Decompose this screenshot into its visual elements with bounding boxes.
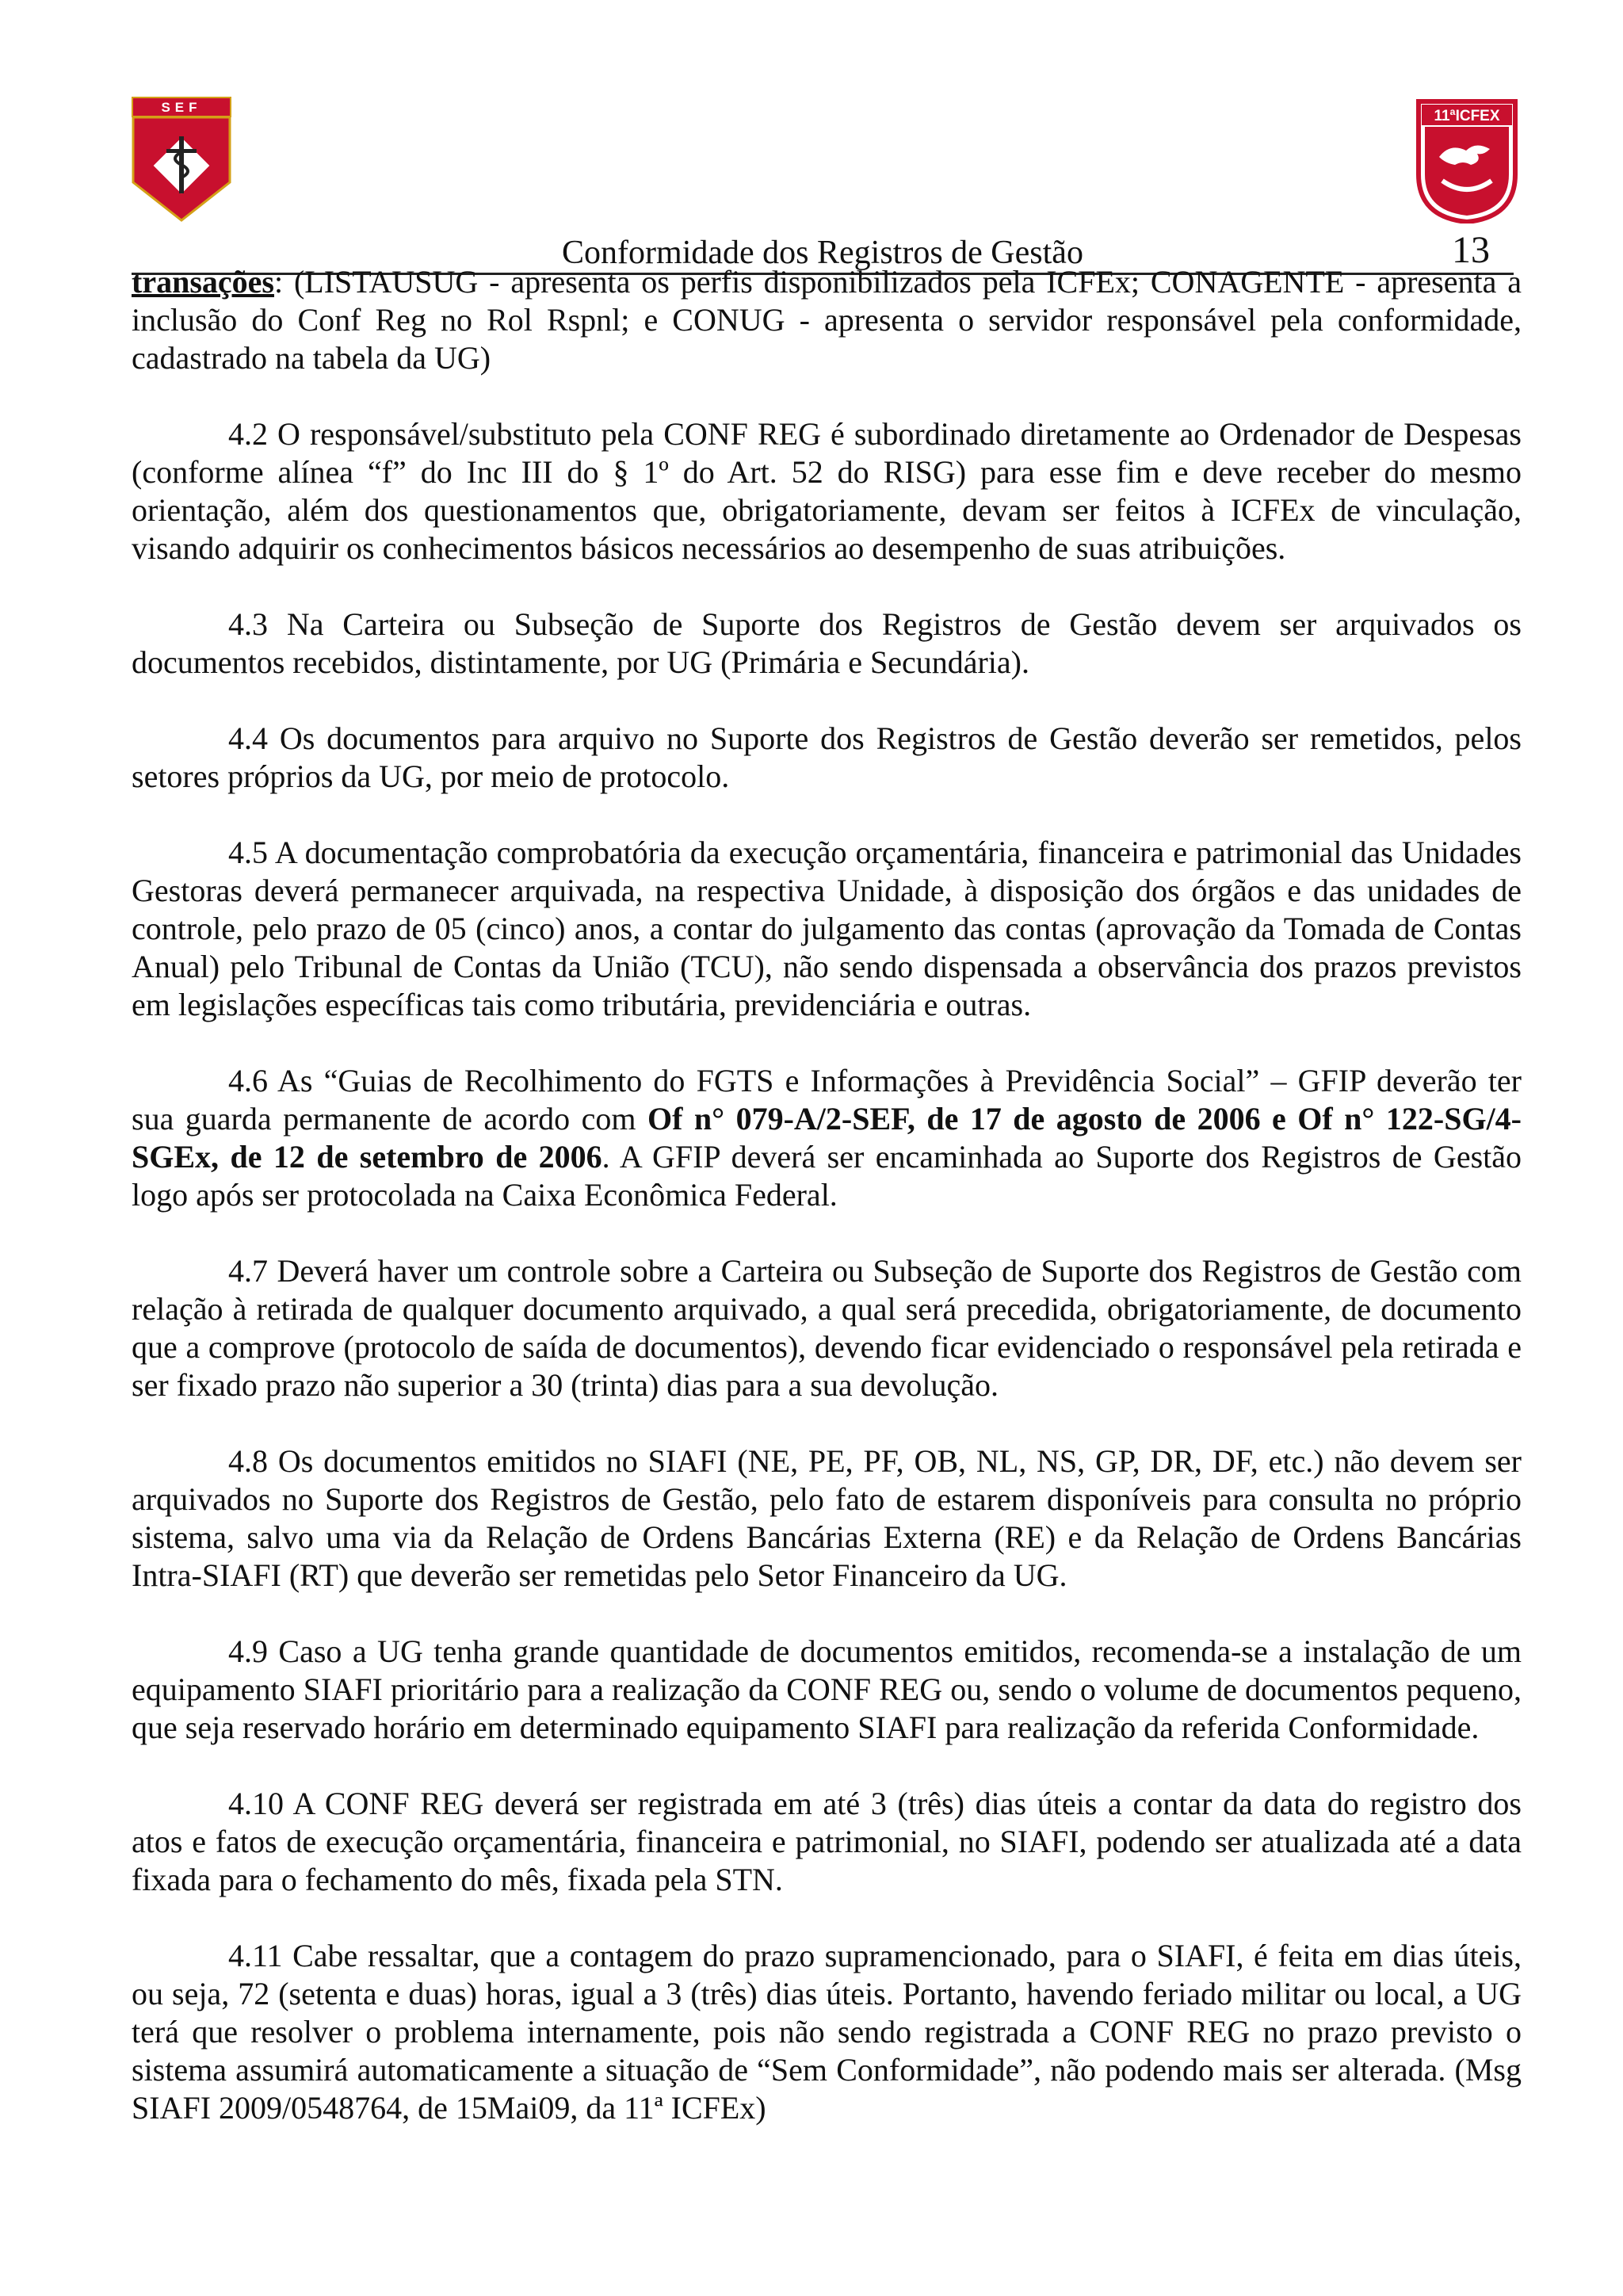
term-transacoes: transações (132, 264, 274, 300)
paragraph-4-7: 4.7 Deverá haver um controle sobre a Carteira ou Subseção de Suporte dos Registros de Gestão com relação à retirada de qualquer documento arquivado, a qual será precedida, obrigatoriamente, de documento que a comprove (protocolo de saída de documentos), devendo ficar evidenciado o responsável pela retirada e ser fixado prazo não superior a 30 (trinta) dias para a sua devolução. (132, 1253, 1522, 1403)
sef-emblem-logo (132, 97, 231, 222)
paragraph-4-2: 4.2 O responsável/substituto pela CONF REG é subordinado diretamente ao Ordenador de Despesas (conforme alínea “f” do Inc III do § 1º do Art. 52 do RISG) para esse fim e deve receber do mesmo orientação, além dos questionamentos que, obrigatoriamente, devam ser feitos à ICFEx de vinculação, visando adquirir os conhecimentos básicos necessários ao desempenho de suas atribuições. (132, 416, 1522, 566)
paragraph-4-6 (132, 1062, 1522, 1214)
paragraph-4-10: 4.10 A CONF REG deverá ser registrada em até 3 (três) dias úteis a contar da data do registro dos atos e fatos de execução orçamentária, financeira e patrimonial, no SIAFI, podendo ser atualizada até a data fixada para o fechamento do mês, fixada pela STN. (132, 1786, 1522, 1897)
document-body (132, 263, 1522, 2165)
paragraph-4-8: 4.8 Os documentos emitidos no SIAFI (NE, PE, PF, OB, NL, NS, GP, DR, DF, etc.) não devem ser arquivados no Suporte dos Registros de Gestão, pelo fato de estarem disponíveis para consulta no próprio sistema, salvo uma via da Relação de Ordens Bancárias Externa (RE) e da Relação de Ordens Bancárias Intra-SIAFI (RT) que deverão ser remetidas pelo Setor Financeiro da UG. (132, 1443, 1522, 1593)
paragraph-continued-text: : (LISTAUSUG - apresenta os perfis disponibilizados pela ICFEx; CONAGENTE - apresenta a inclusão do Conf Reg no Rol Rspnl; e CONUG - apresenta o servidor responsável pela conformidade, cadastrado na tabela da UG) (132, 264, 1522, 376)
paragraph-4-6-text-a: 4.6 As “Guias de Recolhimento do FGTS e Informações à Previdência Social” – GFIP deverão ter sua guarda permanente de acordo com (132, 1063, 1522, 1137)
paragraph-4-5: 4.5 A documentação comprobatória da execução orçamentária, financeira e patrimonial das Unidades Gestoras deverá permanecer arquivada, na respectiva Unidade, à disposição dos órgãos e das unidades de controle, pelo prazo de 05 (cinco) anos, a contar do julgamento das contas (aprovação da Tomada de Contas Anual) pelo Tribunal de Contas da União (TCU), não sendo dispensada a observância dos prazos previstos em legislações específicas tais como tributária, previdenciária e outras. (132, 835, 1522, 1022)
icfex-emblem-logo (1415, 98, 1518, 223)
paragraph-4-9: 4.9 Caso a UG tenha grande quantidade de documentos emitidos, recomenda-se a instalação de um equipamento SIAFI prioritário para a realização da CONF REG ou, sendo o volume de documentos pequeno, que seja reservado horário em determinado equipamento SIAFI para realização da referida Conformidade. (132, 1633, 1522, 1745)
paragraph-continued (132, 263, 1522, 377)
sef-emblem-label: SEF (161, 100, 202, 115)
paragraph-4-6-reference: Of n° 079-A/2-SEF, de 17 de agosto de 2006 e Of n° 122-SG/4-SGEx, de 12 de setembro de 2006 (132, 1101, 1522, 1175)
header-title: Conformidade dos Registros de Gestão (562, 235, 1083, 271)
page-number: 13 (1452, 229, 1490, 271)
paragraph-4-4: 4.4 Os documentos para arquivo no Suporte dos Registros de Gestão deverão ser remetidos, pelos setores próprios da UG, por meio de protocolo. (132, 720, 1522, 794)
paragraph-4-6-text-b: . A GFIP deverá ser encaminhada ao Suporte dos Registros de Gestão logo após ser protocolada na Caixa Econômica Federal. (132, 1139, 1522, 1213)
paragraph-4-3: 4.3 Na Carteira ou Subseção de Suporte dos Registros de Gestão devem ser arquivados os documentos recebidos, distintamente, por UG (Primária e Secundária). (132, 606, 1522, 680)
icfex-emblem-label: 11ªICFEX (1434, 108, 1500, 124)
paragraph-4-11: 4.11 Cabe ressaltar, que a contagem do prazo supramencionado, para o SIAFI, é feita em dias úteis, ou seja, 72 (setenta e duas) horas, igual a 3 (três) dias úteis. Portanto, havendo feriado militar ou local, a UG terá que resolver o problema internamente, pois não sendo registrada a CONF REG no prazo previsto o sistema assumirá automaticamente a situação de “Sem Conformidade”, não podendo mais ser alterada. (Msg SIAFI 2009/0548764, de 15Mai09, da 11ª ICFEx) (132, 1938, 1522, 2126)
